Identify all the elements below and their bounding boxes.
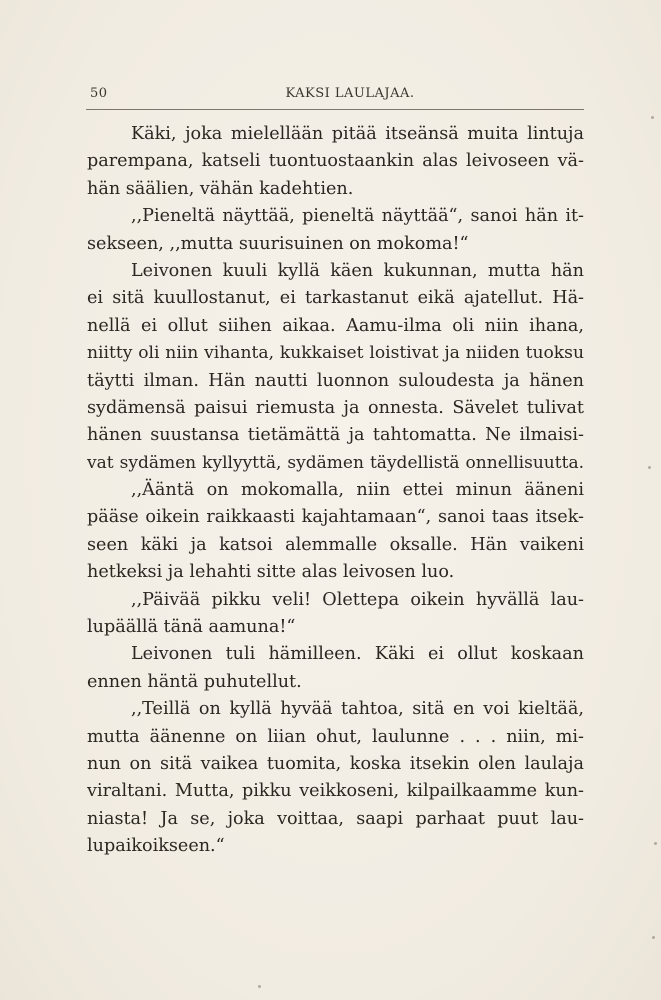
text-line: niitty oli niin vihanta, kukkaiset loistivat ja niiden tuoksu	[87, 343, 584, 364]
body-text	[87, 121, 584, 861]
text-line: nellä ei ollut siihen aikaa. Aamu-ilma oli niin ihana,	[87, 315, 584, 336]
paper-speck	[654, 842, 657, 845]
text-line: mutta äänenne on liian ohut, laulunne . . . niin, mi-	[87, 726, 584, 747]
text-line: hän säälien, vähän kadehtien.	[87, 178, 354, 199]
text-line: niasta! Ja se, joka voittaa, saapi parhaat puut lau-	[87, 808, 584, 829]
text-line: ennen häntä puhutellut.	[87, 671, 302, 692]
text-line: sekseen, ,,mutta suurisuinen on mokoma!“	[87, 233, 469, 254]
page-header	[90, 86, 582, 108]
text-line: lupaikoikseen.“	[87, 836, 225, 857]
text-line: pääse oikein raikkaasti kajahtamaan“, sanoi taas itsek-	[87, 507, 584, 528]
text-line: seen käki ja katsoi alemmalle oksalle. Hän vaikeni	[87, 534, 584, 555]
text-line: ,,Teillä on kyllä hyvää tahtoa, sitä en voi kieltää,	[131, 699, 584, 720]
page-number: 50	[90, 86, 108, 101]
text-line: Leivonen kuuli kyllä käen kukunnan, mutta hän	[131, 260, 584, 281]
text-line: viraltani. Mutta, pikku veikkoseni, kilpailkaamme kun-	[87, 781, 584, 802]
text-line: täytti ilman. Hän nautti luonnon suloudesta ja hänen	[87, 370, 584, 391]
text-line: hetkeksi ja lehahti sitte alas leivosen luo.	[87, 562, 455, 583]
paper-speck	[652, 936, 655, 939]
text-line: ,,Ääntä on mokomalla, niin ettei minun ääneni	[131, 480, 584, 501]
paper-speck	[258, 985, 261, 988]
text-line: Käki, joka mielellään pitää itseänsä muita lintuja	[131, 124, 584, 144]
text-line: Leivonen tuli hämilleen. Käki ei ollut koskaan	[131, 644, 584, 665]
running-title: KAKSI LAULAJAA.	[285, 86, 415, 101]
text-line: ,,Pieneltä näyttää, pieneltä näyttää“, sanoi hän it-	[131, 206, 584, 227]
text-line: parempana, katseli tuontuostaankin alas leivoseen vä-	[87, 151, 584, 172]
header-rule	[86, 109, 584, 110]
text-line: nun on sitä vaikea tuomita, koska itsekin olen laulaja	[87, 753, 584, 774]
text-line: vat sydämen kyllyyttä, sydämen täydellistä onnellisuutta.	[87, 452, 584, 473]
paper-speck	[651, 116, 654, 119]
text-line: lupäällä tänä aamuna!“	[87, 617, 296, 638]
text-line: hänen suustansa tietämättä ja tahtomatta. Ne ilmaisi-	[87, 425, 584, 446]
text-line: ei sitä kuullostanut, ei tarkastanut eikä ajatellut. Hä-	[87, 288, 584, 309]
paper-speck	[648, 466, 651, 469]
text-line: ,,Päivää pikku veli! Olettepa oikein hyvällä lau-	[131, 589, 584, 610]
text-line: sydämensä paisui riemusta ja onnesta. Sävelet tulivat	[87, 397, 584, 418]
